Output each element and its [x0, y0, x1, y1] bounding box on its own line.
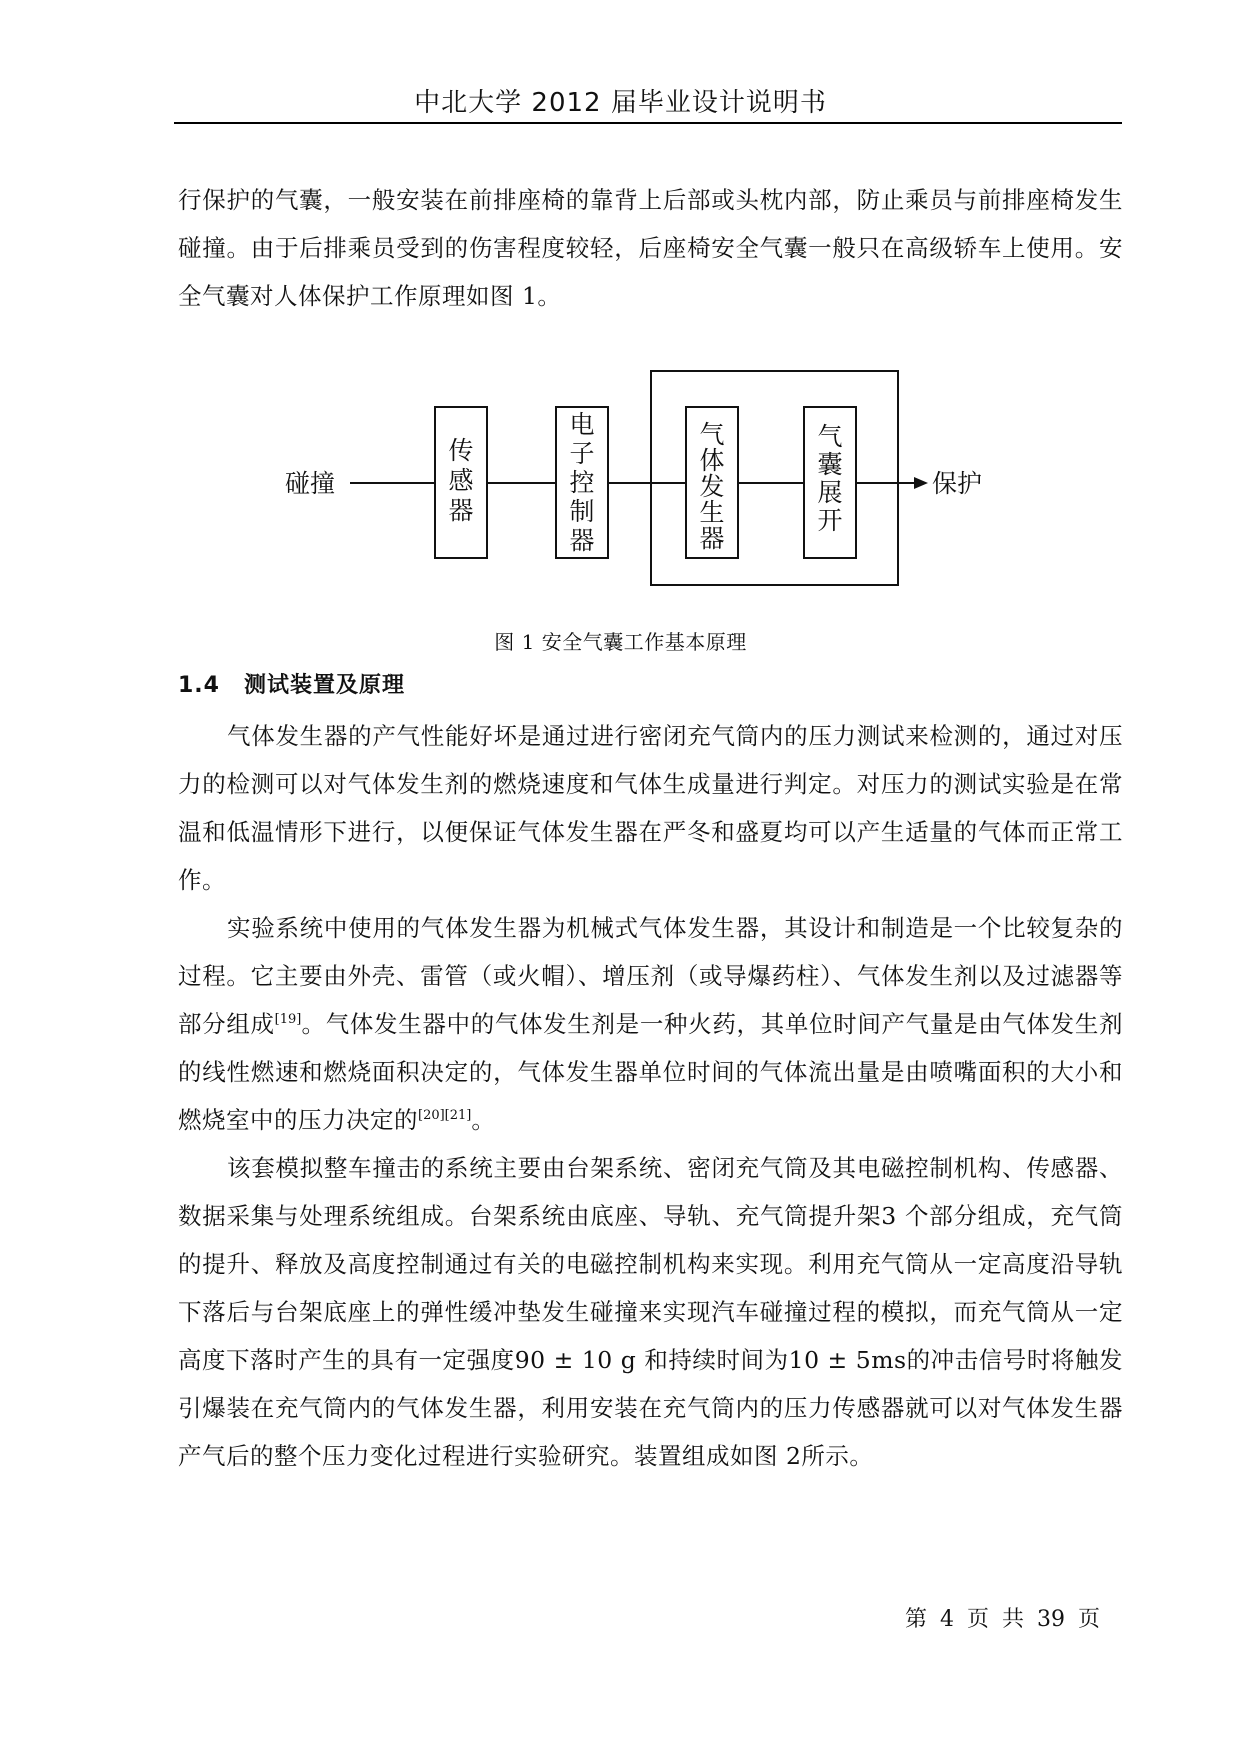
paragraph-3-text-a: 实验系统中使用的气体发生器为机械式气体发生器，其设计和制造是一个比较复杂的过程。它主要由外壳、雷管（或火帽）、增压剂（或导爆药柱）、气体发生剂以及过滤器等部分组成 [178, 914, 1123, 1038]
block-char: 囊 [817, 450, 843, 479]
paragraph-2: 气体发生器的产气性能好坏是通过进行密闭充气筒内的压力测试来检测的，通过对压力的检测可以对气体发生剂的燃烧速度和气体生成量进行判定。对压力的测试实验是在常温和低温情形下进行，以便保证气体发生器在严冬和盛夏均可以产生适量的气体而正常工作。 [178, 722, 1123, 894]
diagram-output-label: 保护 [932, 469, 983, 498]
section-heading [178, 668, 405, 699]
block-char: 气 [699, 420, 725, 449]
block-char: 控 [569, 468, 595, 497]
block-char: 器 [699, 524, 725, 553]
paragraph-4: 该套模拟整车撞击的系统主要由台架系统、密闭充气筒及其电磁控制机构、传感器、数据采集与处理系统组成。台架系统由底座、导轨、充气筒提升架3 个部分组成，充气筒的提升、释放及高度控制通过有关的电磁控制机构来实现。利用充气筒从一定高度沿导轨下落后与台架底座上的弹性缓冲垫发生碰撞来实现汽车碰撞过程的模拟，而充气筒从一定高度下落时产生的具有一定强度90 ± 10 g 和持续时间为10 ± 5ms的冲击信号时将触发引爆装在充气筒内的气体发生器，利用安装在充气筒内的压力传感器就可以对气体发生器产气后的整个压力变化过程进行实验研究。装置组成如图 2所示。 [178, 1154, 1123, 1470]
paragraph-1: 行保护的气囊，一般安装在前排座椅的靠背上后部或头枕内部，防止乘员与前排座椅发生碰撞。由于后排乘员受到的伤害程度较轻，后座椅安全气囊一般只在高级轿车上使用。安全气囊对人体保护工作原理如图 1。 [178, 186, 1123, 310]
arrow-head-icon [914, 477, 928, 489]
block-char: 展 [817, 478, 843, 507]
airbag-principle-diagram [0, 0, 1241, 620]
paragraph-3-text-c: 。 [471, 1106, 496, 1134]
block-char: 电 [569, 410, 595, 439]
citation-ref-20-21: [20][21] [418, 1108, 472, 1123]
diagram-input-label: 碰撞 [285, 469, 336, 498]
paragraph-3 [178, 904, 1123, 1144]
document-header-title: 中北大学 2012 届毕业设计说明书 [414, 88, 827, 118]
block-char: 制 [569, 497, 595, 526]
block-char: 体 [699, 446, 725, 475]
inflator-airbag-group-box [651, 371, 898, 585]
block-char: 器 [448, 496, 474, 525]
section-number: 1.4 [178, 673, 220, 698]
paragraph-3-text-b: 。气体发生器中的气体发生剂是一种火药，其单位时间产气量是由气体发生剂的线性燃速和燃烧面积决定的，气体发生器单位时间的气体流出量是由喷嘴面积的大小和燃烧室中的压力决定的 [178, 1010, 1124, 1134]
block-char: 器 [569, 526, 595, 555]
figure-caption: 图 1 安全气囊工作基本原理 [494, 630, 747, 654]
page-number-footer: 第 4 页 共 39 页 [905, 1607, 1100, 1632]
block-char: 发 [699, 472, 725, 501]
block-char: 生 [699, 498, 725, 527]
citation-ref-19: [19] [274, 1012, 302, 1027]
block-char: 气 [817, 422, 843, 451]
block-char: 开 [817, 506, 843, 535]
section-title: 测试装置及原理 [243, 673, 405, 698]
block-char: 子 [569, 439, 595, 468]
block-char: 感 [448, 466, 474, 495]
block-char: 传 [448, 436, 474, 465]
